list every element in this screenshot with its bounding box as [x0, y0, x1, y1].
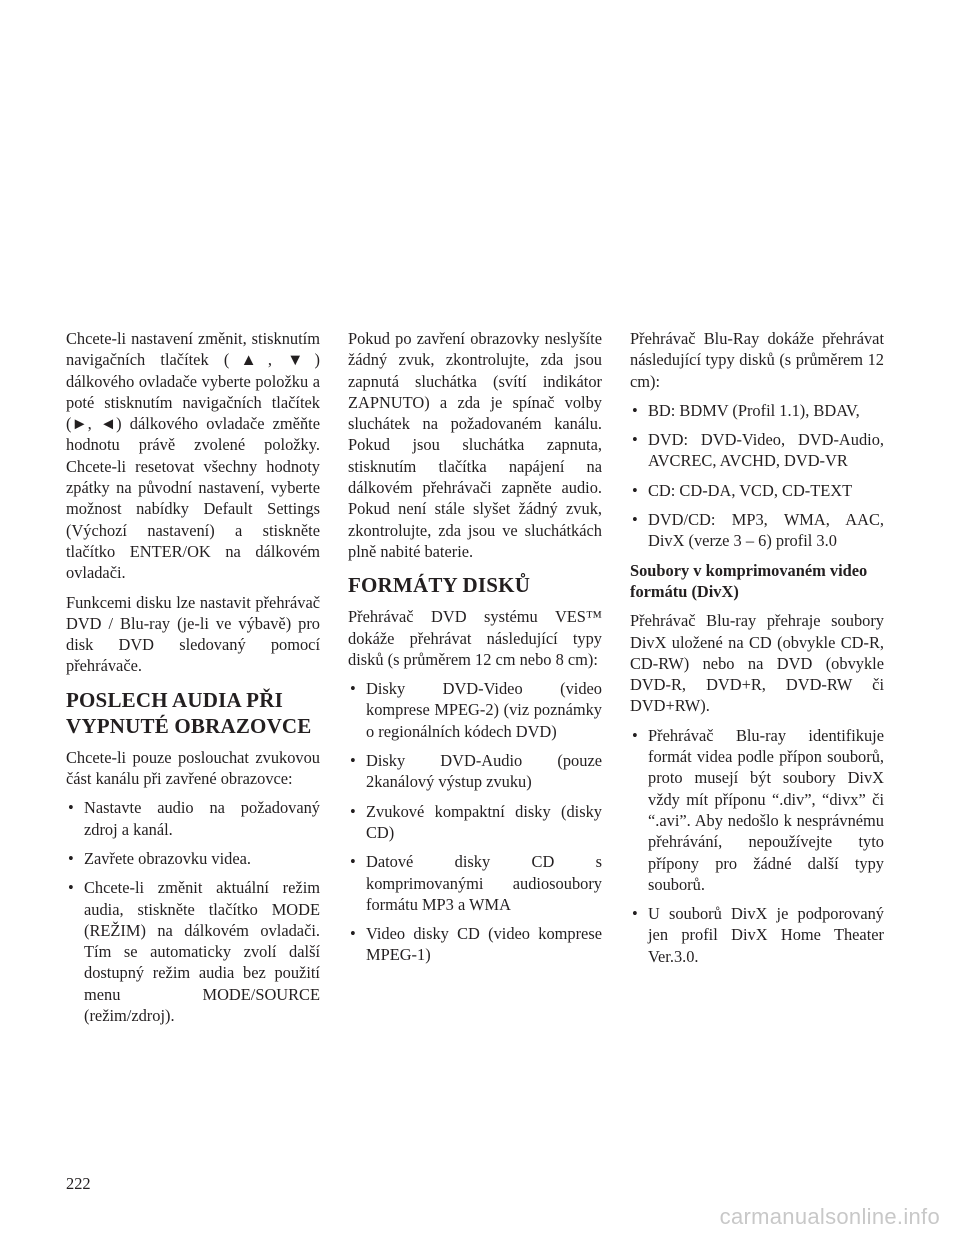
bullet-icon: • — [350, 852, 356, 872]
list-item — [630, 725, 884, 895]
bullet-icon: • — [350, 679, 356, 699]
bullet-list-bluray-discs — [630, 400, 884, 552]
list-item — [630, 400, 884, 421]
heading-disc-formats: FORMÁTY DISKŮ — [348, 573, 531, 598]
heading-line-1: POSLECH AUDIA PŘI — [66, 687, 283, 712]
list-item-text: Chcete-li změnit aktuální režim audia, stiskněte tlačítko MODE (REŽIM) na dálkovém ovladači. Tím se automaticky zvolí další dostupný režim audia bez použití menu MODE/SOURCE (režim/zdroj). — [84, 878, 320, 1026]
list-item — [348, 851, 602, 915]
list-item — [66, 797, 320, 840]
bullet-list-audio — [66, 797, 320, 1026]
list-item — [348, 750, 602, 793]
paragraph-no-sound: Pokud po zavření obrazovky neslyšíte žádný zvuk, zkontrolujte, zda jsou zapnutá sluchátka (svítí indikátor ZAPNUTO) a zda je spínač volby sluchátek na požadovaném kanálu. Pokud jsou sluchátka zapnuta, stisknutím tlačítka napájení na dálkovém přehrávači zapněte audio. Pokud není stále slyšet žádný zvuk, zkontrolujte, zda jsou ve sluchátkách plně nabité baterie. — [348, 329, 602, 561]
paragraph-settings: Chcete-li nastavení změnit, stisknutím navigačních tlačítek (▲, ▼) dálkového ovladače vyberte položku a poté stisknutím navigačních tlačítek (►, ◄) dálkového ovladače změňte hodnotu právě zvolené položky. Chcete-li resetovat všechny hodnoty zpátky na původní nastavení, vyberte možnost nabídky Default Settings (Výchozí nastavení) a stiskněte tlačítko ENTER/OK na dálkovém ovladači. — [66, 329, 320, 583]
column-left — [66, 328, 320, 1034]
bullet-icon: • — [350, 751, 356, 771]
list-item-text: Disky DVD-Video (video komprese MPEG-2) (viz poznámky o regionálních kódech DVD) — [366, 679, 602, 741]
page-number: 222 — [66, 1174, 91, 1193]
subheading-divx: Soubory v komprimovaném video formátu (DivX) — [630, 560, 868, 601]
bullet-icon: • — [632, 904, 638, 924]
list-item-text: Zvukové kompaktní disky (disky CD) — [366, 801, 602, 842]
list-item-text: Video disky CD (video komprese MPEG-1) — [366, 924, 602, 965]
bullet-icon: • — [350, 924, 356, 944]
list-item — [630, 903, 884, 967]
watermark-text: carmanualsonline.info — [719, 1204, 940, 1229]
list-item-text: Přehrávač Blu-ray identifikuje formát videa podle přípon souborů, proto musejí být soubory DivX vždy mít příponu “.div”, “divx” či “.avi”. Aby nedošlo k nesprávnému přehrávání, nepoužívejte tyto přípony pro žádné další typy souborů. — [648, 725, 884, 894]
list-item-text: BD: BDMV (Profil 1.1), BDAV, — [648, 400, 860, 420]
paragraph-bluray-player: Přehrávač Blu-Ray dokáže přehrávat následující typy disků (s průměrem 12 cm): — [630, 329, 884, 391]
list-item — [348, 801, 602, 844]
bullet-icon: • — [632, 480, 638, 500]
bullet-list-divx — [630, 725, 884, 967]
list-item — [66, 877, 320, 1026]
list-item — [630, 429, 884, 472]
column-right — [630, 328, 884, 975]
bullet-icon: • — [632, 430, 638, 450]
list-item — [630, 509, 884, 552]
bullet-list-dvd-discs — [348, 678, 602, 966]
list-item — [348, 923, 602, 966]
list-item-text: Zavřete obrazovku videa. — [84, 848, 252, 868]
bullet-icon: • — [68, 798, 74, 818]
bullet-icon: • — [632, 725, 638, 745]
bullet-icon: • — [350, 801, 356, 821]
list-item-text: DVD: DVD-Video, DVD-Audio, AVCREC, AVCHD, DVD-VR — [648, 430, 884, 471]
bullet-icon: • — [632, 510, 638, 530]
list-item — [630, 480, 884, 501]
list-item — [66, 848, 320, 869]
heading-audio-screen-off — [66, 687, 320, 739]
list-item-text: U souborů DivX je podporovaný jen profil DivX Home Theater Ver.3.0. — [648, 904, 884, 966]
bullet-icon: • — [68, 878, 74, 898]
paragraph-divx: Přehrávač Blu-ray přehraje soubory DivX uložené na CD (obvykle CD-R, CD-RW) nebo na DVD (obvykle DVD-R, DVD+R, DVD-RW či DVD+RW). — [630, 611, 884, 716]
paragraph-audio-intro: Chcete-li pouze poslouchat zvukovou část kanálu při zavřené obrazovce: — [66, 747, 320, 789]
list-item-text: CD: CD-DA, VCD, CD-TEXT — [648, 480, 853, 500]
list-item — [348, 678, 602, 742]
bullet-icon: • — [632, 400, 638, 420]
heading-line-2: VYPNUTÉ OBRAZOVCE — [66, 713, 312, 738]
paragraph-disc-functions: Funkcemi disku lze nastavit přehrávač DVD / Blu-ray (je-li ve výbavě) pro disk DVD sledovaný pomocí přehrávače. — [66, 592, 320, 676]
bullet-icon: • — [68, 848, 74, 868]
paragraph-dvd-player: Přehrávač DVD systému VES™ dokáže přehrávat následující typy disků (s průměrem 12 cm nebo 8 cm): — [348, 607, 602, 669]
column-middle — [348, 328, 602, 974]
list-item-text: DVD/CD: MP3, WMA, AAC, DivX (verze 3 – 6) profil 3.0 — [648, 510, 884, 551]
list-item-text: Disky DVD-Audio (pouze 2kanálový výstup zvuku) — [366, 751, 602, 792]
list-item-text: Datové disky CD s komprimovanými audiosoubory formátu MP3 a WMA — [366, 852, 602, 914]
list-item-text: Nastavte audio na požadovaný zdroj a kanál. — [84, 798, 320, 839]
